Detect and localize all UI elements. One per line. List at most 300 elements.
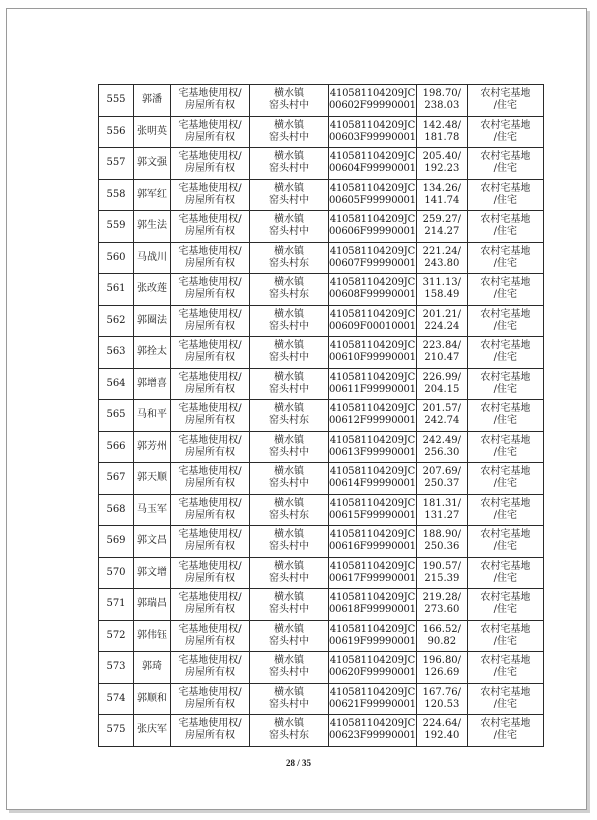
area-text: 224.64/ <box>422 718 462 730</box>
owner-name-cell <box>134 179 171 211</box>
owner-name-text: 郭增喜 <box>137 377 167 389</box>
location-text: 横水镇 <box>274 214 304 226</box>
right-type-text: 房屋所有权 <box>185 383 235 395</box>
land-use-cell <box>467 274 543 306</box>
owner-name-text: 张庆军 <box>137 724 167 736</box>
property-code-cell <box>329 557 417 589</box>
land-use-text: /住宅 <box>493 698 518 710</box>
right-type-text: 房屋所有权 <box>185 667 235 679</box>
property-code-text: 00612F99990001 <box>329 415 416 427</box>
table-row <box>99 305 544 337</box>
table-row <box>99 242 544 274</box>
location-text: 窑头村东 <box>269 730 309 742</box>
owner-name-cell <box>134 683 171 715</box>
row-number-cell <box>99 148 134 180</box>
owner-name-cell <box>134 715 171 747</box>
row-number-cell <box>99 463 134 495</box>
location-cell <box>250 652 329 684</box>
location-cell <box>250 368 329 400</box>
property-code-text: 410581104209JC <box>329 119 416 131</box>
owner-name-text: 郭伟钰 <box>137 629 167 641</box>
right-type-text: 宅基地使用权/ <box>178 560 242 572</box>
area-text: 259.27/ <box>422 214 462 226</box>
row-number-text: 564 <box>106 377 126 389</box>
table-row <box>99 431 544 463</box>
land-use-text: 农村宅基地 <box>480 182 531 194</box>
land-use-text: /住宅 <box>493 352 518 364</box>
area-text: 188.90/ <box>422 529 462 541</box>
property-code-text: 410581104209JC <box>329 340 416 352</box>
owner-name-text: 马和平 <box>137 409 167 421</box>
location-text: 横水镇 <box>274 497 304 509</box>
area-text: 238.03 <box>424 100 460 112</box>
property-code-text: 00607F99990001 <box>329 257 416 269</box>
owner-name-text: 郭芳州 <box>137 440 167 452</box>
row-number-cell <box>99 683 134 715</box>
row-number-text: 562 <box>106 314 126 326</box>
property-code-text: 00613F99990001 <box>329 446 416 458</box>
property-code-text: 410581104209JC <box>329 277 416 289</box>
property-code-text: 00616F99990001 <box>329 541 416 553</box>
row-number-cell <box>99 400 134 432</box>
owner-name-cell <box>134 368 171 400</box>
row-number-text: 567 <box>106 472 126 484</box>
land-use-cell <box>467 463 543 495</box>
property-code-cell <box>329 463 417 495</box>
right-type-text: 房屋所有权 <box>185 415 235 427</box>
land-use-text: 农村宅基地 <box>480 497 531 509</box>
location-text: 窑头村中 <box>269 163 309 175</box>
land-use-cell <box>467 715 543 747</box>
area-cell <box>416 368 467 400</box>
right-type-text: 房屋所有权 <box>185 572 235 584</box>
table-row <box>99 652 544 684</box>
land-use-text: 农村宅基地 <box>480 434 531 446</box>
property-code-text: 410581104209JC <box>329 466 416 478</box>
owner-name-text: 郭天顺 <box>137 472 167 484</box>
land-use-cell <box>467 242 543 274</box>
area-text: 158.49 <box>424 289 460 301</box>
row-number-text: 570 <box>106 566 126 578</box>
location-cell <box>250 526 329 558</box>
location-cell <box>250 305 329 337</box>
area-cell <box>416 557 467 589</box>
location-text: 横水镇 <box>274 277 304 289</box>
right-type-text: 房屋所有权 <box>185 478 235 490</box>
area-cell <box>416 715 467 747</box>
table-row <box>99 683 544 715</box>
area-cell <box>416 211 467 243</box>
area-text: 131.27 <box>424 509 460 521</box>
land-use-cell <box>467 400 543 432</box>
owner-name-text: 郭文昌 <box>137 535 167 547</box>
land-use-cell <box>467 494 543 526</box>
table-row <box>99 211 544 243</box>
location-text: 窑头村中 <box>269 478 309 490</box>
table-row <box>99 494 544 526</box>
location-text: 窑头村中 <box>269 352 309 364</box>
location-cell <box>250 116 329 148</box>
land-use-text: 农村宅基地 <box>480 686 531 698</box>
land-use-text: 农村宅基地 <box>480 371 531 383</box>
table-row <box>99 337 544 369</box>
area-text: 198.70/ <box>422 88 462 100</box>
land-use-text: /住宅 <box>493 194 518 206</box>
row-number-text: 568 <box>106 503 126 515</box>
land-use-text: /住宅 <box>493 289 518 301</box>
right-type-cell <box>171 589 250 621</box>
location-cell <box>250 274 329 306</box>
land-use-text: /住宅 <box>493 635 518 647</box>
right-type-cell <box>171 683 250 715</box>
right-type-cell <box>171 85 250 117</box>
land-use-text: /住宅 <box>493 257 518 269</box>
row-number-cell <box>99 305 134 337</box>
right-type-cell <box>171 116 250 148</box>
row-number-cell <box>99 242 134 274</box>
location-text: 窑头村中 <box>269 320 309 332</box>
right-type-cell <box>171 431 250 463</box>
right-type-text: 宅基地使用权/ <box>178 214 242 226</box>
owner-name-text: 郭拴太 <box>137 346 167 358</box>
property-code-cell <box>329 85 417 117</box>
land-use-text: /住宅 <box>493 320 518 332</box>
row-number-text: 572 <box>106 629 126 641</box>
table-row <box>99 274 544 306</box>
right-type-text: 宅基地使用权/ <box>178 308 242 320</box>
area-cell <box>416 589 467 621</box>
location-text: 横水镇 <box>274 718 304 730</box>
right-type-text: 房屋所有权 <box>185 194 235 206</box>
location-text: 横水镇 <box>274 686 304 698</box>
land-use-text: /住宅 <box>493 383 518 395</box>
land-use-text: 农村宅基地 <box>480 655 531 667</box>
right-type-text: 宅基地使用权/ <box>178 686 242 698</box>
right-type-text: 房屋所有权 <box>185 541 235 553</box>
land-use-cell <box>467 85 543 117</box>
right-type-text: 房屋所有权 <box>185 509 235 521</box>
right-type-text: 宅基地使用权/ <box>178 245 242 257</box>
location-text: 横水镇 <box>274 182 304 194</box>
owner-name-cell <box>134 337 171 369</box>
property-code-text: 410581104209JC <box>329 88 416 100</box>
property-code-text: 00621F99990001 <box>329 698 416 710</box>
area-text: 196.80/ <box>422 655 462 667</box>
area-text: 192.40 <box>424 730 460 742</box>
location-text: 窑头村中 <box>269 635 309 647</box>
right-type-text: 房屋所有权 <box>185 320 235 332</box>
property-code-text: 410581104209JC <box>329 308 416 320</box>
land-use-cell <box>467 211 543 243</box>
right-type-cell <box>171 368 250 400</box>
area-text: 120.53 <box>424 698 460 710</box>
land-use-text: 农村宅基地 <box>480 560 531 572</box>
location-text: 窑头村东 <box>269 415 309 427</box>
owner-name-text: 郭潘 <box>142 94 162 106</box>
land-use-cell <box>467 337 543 369</box>
area-text: 223.84/ <box>422 340 462 352</box>
location-text: 横水镇 <box>274 403 304 415</box>
location-text: 横水镇 <box>274 529 304 541</box>
owner-name-text: 马玉军 <box>137 503 167 515</box>
table-row <box>99 715 544 747</box>
area-text: 224.24 <box>424 320 460 332</box>
owner-name-text: 郭军红 <box>137 188 167 200</box>
area-text: 273.60 <box>424 604 460 616</box>
table-row <box>99 589 544 621</box>
row-number-text: 573 <box>106 661 126 673</box>
table-row <box>99 85 544 117</box>
land-use-text: 农村宅基地 <box>480 623 531 635</box>
area-text: 221.24/ <box>422 245 462 257</box>
row-number-cell <box>99 211 134 243</box>
row-number-text: 557 <box>106 157 126 169</box>
right-type-text: 宅基地使用权/ <box>178 497 242 509</box>
area-cell <box>416 494 467 526</box>
right-type-cell <box>171 715 250 747</box>
property-code-cell <box>329 242 417 274</box>
location-cell <box>250 242 329 274</box>
location-text: 横水镇 <box>274 592 304 604</box>
area-cell <box>416 400 467 432</box>
owner-name-cell <box>134 526 171 558</box>
owner-name-text: 郭圈法 <box>137 314 167 326</box>
table-row <box>99 620 544 652</box>
land-use-cell <box>467 305 543 337</box>
land-use-text: /住宅 <box>493 730 518 742</box>
right-type-text: 宅基地使用权/ <box>178 592 242 604</box>
owner-name-cell <box>134 463 171 495</box>
location-text: 横水镇 <box>274 245 304 257</box>
right-type-text: 宅基地使用权/ <box>178 403 242 415</box>
owner-name-text: 张改莲 <box>137 283 167 295</box>
location-cell <box>250 211 329 243</box>
table-row <box>99 526 544 558</box>
land-use-text: /住宅 <box>493 163 518 175</box>
property-code-text: 00618F99990001 <box>329 604 416 616</box>
row-number-cell <box>99 589 134 621</box>
land-use-text: 农村宅基地 <box>480 277 531 289</box>
location-cell <box>250 431 329 463</box>
row-number-cell <box>99 526 134 558</box>
property-code-text: 410581104209JC <box>329 718 416 730</box>
right-type-text: 房屋所有权 <box>185 226 235 238</box>
right-type-cell <box>171 526 250 558</box>
location-cell <box>250 620 329 652</box>
row-number-cell <box>99 620 134 652</box>
right-type-text: 宅基地使用权/ <box>178 88 242 100</box>
land-use-text: 农村宅基地 <box>480 308 531 320</box>
table-row <box>99 368 544 400</box>
property-code-cell <box>329 589 417 621</box>
location-text: 窑头村中 <box>269 698 309 710</box>
right-type-text: 房屋所有权 <box>185 257 235 269</box>
row-number-cell <box>99 652 134 684</box>
location-cell <box>250 337 329 369</box>
right-type-cell <box>171 242 250 274</box>
property-code-cell <box>329 526 417 558</box>
row-number-text: 560 <box>106 251 126 263</box>
land-use-cell <box>467 431 543 463</box>
location-text: 窑头村中 <box>269 541 309 553</box>
property-code-text: 00617F99990001 <box>329 572 416 584</box>
row-number-text: 566 <box>106 440 126 452</box>
row-number-text: 556 <box>106 125 126 137</box>
row-number-text: 571 <box>106 598 126 610</box>
property-code-cell <box>329 620 417 652</box>
area-text: 142.48/ <box>422 119 462 131</box>
table-row <box>99 463 544 495</box>
owner-name-text: 张明英 <box>137 125 167 137</box>
property-code-cell <box>329 683 417 715</box>
land-use-text: 农村宅基地 <box>480 214 531 226</box>
owner-name-text: 马战川 <box>137 251 167 263</box>
right-type-text: 房屋所有权 <box>185 604 235 616</box>
property-code-text: 00610F99990001 <box>329 352 416 364</box>
row-number-text: 559 <box>106 220 126 232</box>
property-code-cell <box>329 179 417 211</box>
location-text: 窑头村中 <box>269 667 309 679</box>
land-use-text: 农村宅基地 <box>480 151 531 163</box>
location-text: 窑头村中 <box>269 572 309 584</box>
row-number-text: 569 <box>106 535 126 547</box>
location-cell <box>250 494 329 526</box>
area-text: 226.99/ <box>422 371 462 383</box>
land-use-text: /住宅 <box>493 100 518 112</box>
property-code-cell <box>329 148 417 180</box>
location-text: 横水镇 <box>274 466 304 478</box>
land-use-cell <box>467 557 543 589</box>
owner-name-text: 郭生法 <box>137 220 167 232</box>
owner-name-text: 郭瑞昌 <box>137 598 167 610</box>
owner-name-cell <box>134 116 171 148</box>
location-text: 窑头村东 <box>269 257 309 269</box>
right-type-cell <box>171 179 250 211</box>
right-type-text: 房屋所有权 <box>185 131 235 143</box>
location-text: 窑头村中 <box>269 446 309 458</box>
right-type-text: 房屋所有权 <box>185 698 235 710</box>
area-text: 207.69/ <box>422 466 462 478</box>
land-use-cell <box>467 620 543 652</box>
property-code-cell <box>329 494 417 526</box>
row-number-text: 555 <box>106 94 126 106</box>
property-code-text: 00602F99990001 <box>329 100 416 112</box>
property-code-text: 00605F99990001 <box>329 194 416 206</box>
land-use-text: 农村宅基地 <box>480 592 531 604</box>
table-row <box>99 400 544 432</box>
area-cell <box>416 274 467 306</box>
location-text: 横水镇 <box>274 371 304 383</box>
property-code-text: 00608F99990001 <box>329 289 416 301</box>
row-number-cell <box>99 431 134 463</box>
area-text: 250.36 <box>424 541 460 553</box>
owner-name-text: 郭文强 <box>137 157 167 169</box>
right-type-text: 宅基地使用权/ <box>178 655 242 667</box>
area-text: 311.13/ <box>422 277 462 289</box>
right-type-text: 宅基地使用权/ <box>178 371 242 383</box>
land-use-text: 农村宅基地 <box>480 340 531 352</box>
area-cell <box>416 242 467 274</box>
land-use-cell <box>467 368 543 400</box>
owner-name-cell <box>134 85 171 117</box>
property-code-cell <box>329 116 417 148</box>
property-code-text: 410581104209JC <box>329 434 416 446</box>
property-code-text: 410581104209JC <box>329 245 416 257</box>
area-text: 214.27 <box>424 226 460 238</box>
owner-name-cell <box>134 494 171 526</box>
land-use-text: /住宅 <box>493 604 518 616</box>
right-type-text: 房屋所有权 <box>185 100 235 112</box>
owner-name-cell <box>134 274 171 306</box>
owner-name-cell <box>134 620 171 652</box>
location-cell <box>250 589 329 621</box>
location-cell <box>250 683 329 715</box>
row-number-cell <box>99 85 134 117</box>
owner-name-cell <box>134 652 171 684</box>
right-type-text: 宅基地使用权/ <box>178 119 242 131</box>
right-type-text: 房屋所有权 <box>185 289 235 301</box>
land-use-text: 农村宅基地 <box>480 245 531 257</box>
location-text: 横水镇 <box>274 655 304 667</box>
area-text: 205.40/ <box>422 151 462 163</box>
area-text: 242.49/ <box>422 434 462 446</box>
area-cell <box>416 305 467 337</box>
right-type-cell <box>171 400 250 432</box>
land-use-text: /住宅 <box>493 541 518 553</box>
property-code-cell <box>329 337 417 369</box>
area-cell <box>416 148 467 180</box>
owner-name-cell <box>134 431 171 463</box>
right-type-cell <box>171 148 250 180</box>
property-code-text: 00604F99990001 <box>329 163 416 175</box>
area-text: 250.37 <box>424 478 460 490</box>
property-code-cell <box>329 368 417 400</box>
right-type-cell <box>171 463 250 495</box>
area-text: 141.74 <box>424 194 460 206</box>
area-text: 210.47 <box>424 352 460 364</box>
location-text: 横水镇 <box>274 340 304 352</box>
location-cell <box>250 463 329 495</box>
right-type-text: 宅基地使用权/ <box>178 277 242 289</box>
right-type-text: 宅基地使用权/ <box>178 623 242 635</box>
row-number-cell <box>99 337 134 369</box>
property-code-text: 00620F99990001 <box>329 667 416 679</box>
row-number-text: 561 <box>106 283 126 295</box>
property-code-cell <box>329 715 417 747</box>
property-code-cell <box>329 274 417 306</box>
area-cell <box>416 179 467 211</box>
area-text: 134.26/ <box>422 182 462 194</box>
land-use-text: 农村宅基地 <box>480 119 531 131</box>
land-use-text: 农村宅基地 <box>480 718 531 730</box>
row-number-text: 574 <box>106 692 126 704</box>
area-cell <box>416 526 467 558</box>
table-row <box>99 557 544 589</box>
property-code-text: 410581104209JC <box>329 182 416 194</box>
property-code-text: 410581104209JC <box>329 560 416 572</box>
row-number-cell <box>99 494 134 526</box>
table-body <box>99 85 544 747</box>
property-code-text: 410581104209JC <box>329 214 416 226</box>
property-code-text: 410581104209JC <box>329 529 416 541</box>
area-cell <box>416 620 467 652</box>
land-use-cell <box>467 116 543 148</box>
location-text: 窑头村中 <box>269 226 309 238</box>
owner-name-cell <box>134 305 171 337</box>
area-cell <box>416 337 467 369</box>
right-type-text: 宅基地使用权/ <box>178 718 242 730</box>
property-code-text: 00615F99990001 <box>329 509 416 521</box>
